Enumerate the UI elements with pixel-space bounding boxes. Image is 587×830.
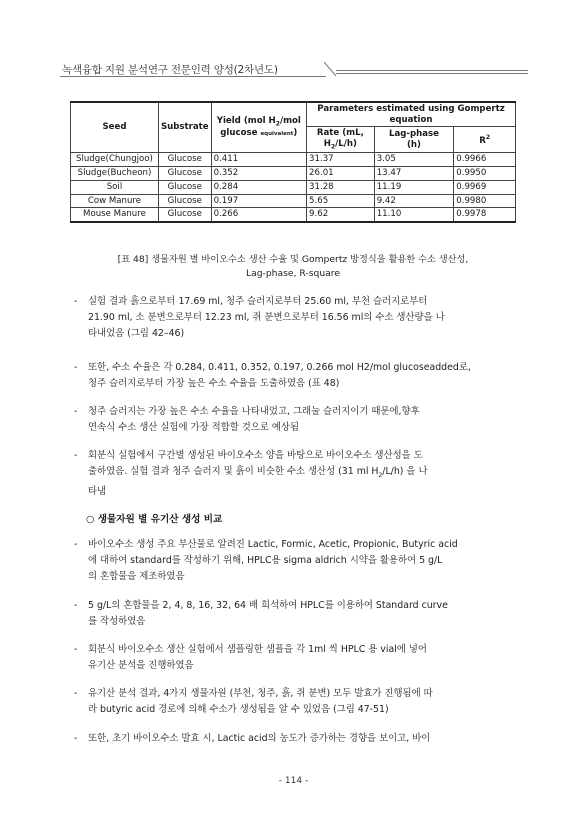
bullet-item: - 또한, 수소 수율은 각 0.284, 0.411, 0.352, 0.197, 0.266 mol H2/mol glucoseadded로, 청주 슬러지로부터 가장 높은 수소 수율을 도출하였음 (표 48) [74, 362, 471, 389]
bullet-item: - 유기산 분석 결과, 4가지 생물자원 (부천, 청주, 흙, 쥐 분변) 모두 발효가 진행됨에 따 라 butyric acid 경로에 의해 수소가 생성됨을 알 수 있었음 (그림 47-51) [74, 688, 433, 715]
results-table [70, 101, 516, 223]
bullet-item: - 5 g/L의 혼합물을 2, 4, 8, 16, 32, 64 배 희석하여 HPLC를 이용하여 Standard curve 를 작성하였음 [74, 600, 448, 627]
col-lag: Lag-phase (h) [374, 127, 454, 153]
bullet-item: - 회분식 실험에서 구간별 생성된 바이오수소 양을 바탕으로 바이오수소 생산성을 도 출하였음. 실험 결과 청주 슬러지 및 흙이 비슷한 수소 생산성 (31 ml $H_2/L/h$) 을 나 타냄 [74, 450, 428, 497]
col-yield: Yield (mol $H_2$/mol glucose equivalent) [211, 102, 306, 153]
col-substrate: Substrate [158, 102, 211, 153]
col-group-params: Parameters estimated using Gompertz equation [307, 102, 516, 127]
table-row: Cow Manure Glucose 0.197 5.65 9.42 0.9980 [71, 194, 516, 208]
table-row: Mouse Manure Glucose 0.266 9.62 11.10 0.9978 [71, 208, 516, 222]
table-caption: [표 48] 생물자원 별 바이오수소 생산 수율 및 Gompertz 방정식을 활용한 수소 생산성, Lag-phase, R-square [117, 254, 469, 279]
header-rule [60, 76, 326, 77]
bullet-item: - 또한, 초기 바이오수소 발효 시, Lactic acid의 농도가 증가하는 경향을 보이고, 바이 [74, 733, 431, 744]
bullet-item: - 회분식 바이오수소 생산 실험에서 샘플링한 샘플을 각 1ml 씩 HPLC 용 vial에 넣어 유기산 분석을 진행하였음 [74, 644, 427, 671]
col-rate: Rate (mL, $H_2/L/h$) [307, 127, 375, 153]
table-row: Soil Glucose 0.284 31.28 11.19 0.9969 [71, 180, 516, 194]
bullet-item: - 바이오수소 생성 주요 부산물로 알려진 Lactic, Formic, Acetic, Propionic, Butyric acid 에 대하여 standard를 작성하기 위해, HPLC용 sigma aldrich 시약을 활용하여 5 g/L 의 혼합물을 제조하였음 [74, 539, 458, 582]
header-title: 녹색융합 지원 분석연구 전문인력 양성(2차년도) [62, 64, 278, 76]
bullet-item: - 실험 결과 흙으로부터 17.69 ml, 청주 슬러지로부터 25.60 ml, 부천 슬러지로부터 21.90 ml, 소 분변으로부터 12.23 ml, 쥐 분변으로부터 16.56 ml의 수소 생산량을 나 타내었음 (그림 42–46) [74, 296, 445, 339]
header-double-rule-bottom [336, 73, 528, 74]
col-seed: Seed [71, 102, 159, 153]
section-heading: ○ 생물자원 별 유기산 생성 비교 [86, 514, 223, 525]
col-r2: $R^2$ [454, 127, 516, 153]
table-row: Sludge(Chungjoo) Glucose 0.411 31.37 3.05 0.9966 [71, 153, 516, 167]
page-number: - 114 - [278, 776, 309, 786]
table-row: Sludge(Bucheon) Glucose 0.352 26.01 13.47 0.9950 [71, 167, 516, 181]
header-double-rule-top [336, 70, 528, 71]
bullet-item: - 청주 슬러지는 가장 높은 수소 수율을 나타내었고, 그래눌 슬러지이기 때문에,향후 연속식 수소 생산 실험에 가장 적합할 것으로 예상됨 [74, 406, 420, 433]
